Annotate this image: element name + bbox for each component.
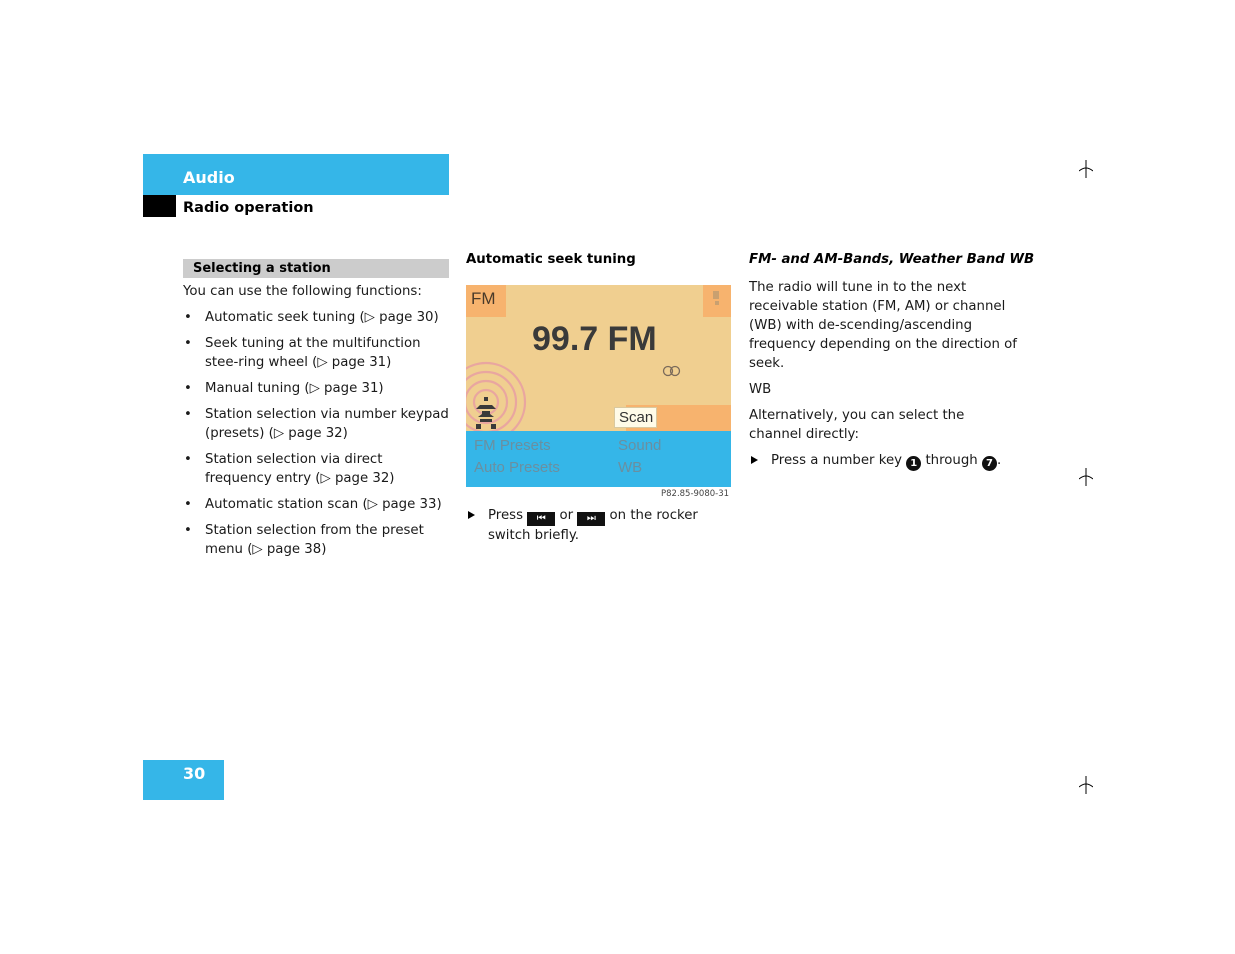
band-indicator: FM xyxy=(466,285,506,317)
section-body xyxy=(183,282,451,566)
figure-caption: P82.85-9080-31 xyxy=(661,489,730,499)
list-item: • Automatic station scan (▷ page 33) xyxy=(184,497,442,512)
seek-instruction: Press ⏮ or ⏭ on the rocker switch briefly. xyxy=(466,506,736,545)
menu-fm-presets[interactable]: FM Presets xyxy=(474,437,551,454)
chapter-subtitle: Radio operation xyxy=(183,200,314,216)
bands-instruction: Press a number key 1 through 7 . xyxy=(749,451,1019,471)
bullet-icon: • xyxy=(184,381,192,396)
seek-forward-key-icon: ⏭ xyxy=(577,512,605,526)
seek-heading: Automatic seek tuning xyxy=(466,252,636,267)
softkey-menu xyxy=(466,431,731,487)
menu-sound[interactable]: Sound xyxy=(618,437,662,454)
list-item: • Manual tuning (▷ page 31) xyxy=(184,381,384,396)
bands-paragraph: The radio will tune in to the next receivable station (FM, AM) or channel (WB) with de-scending/ascending frequency depending on the direction of seek. xyxy=(749,280,1017,371)
menu-wb[interactable]: WB xyxy=(618,459,643,476)
antenna-signal-icon xyxy=(466,347,536,437)
radio-display xyxy=(466,285,731,487)
list-item: • Station selection via direct frequency entry (▷ page 32) xyxy=(184,452,395,486)
bullet-icon: • xyxy=(184,310,192,325)
number-key-7-icon: 7 xyxy=(982,456,997,471)
chapter-title: Audio xyxy=(183,168,235,187)
page-number: 30 xyxy=(183,764,206,783)
crop-mark-icon xyxy=(1079,776,1093,794)
list-item: • Station selection from the preset menu (▷ page 38) xyxy=(184,523,424,557)
menu-auto-presets[interactable]: Auto Presets xyxy=(474,459,560,476)
header-marker xyxy=(143,195,176,217)
bands-heading: FM- and AM-Bands, Weather Band WB xyxy=(749,252,1035,267)
bullet-icon: • xyxy=(184,452,192,467)
display-corner-tab xyxy=(703,285,731,317)
bullet-icon: • xyxy=(184,523,192,538)
step-arrow-icon xyxy=(468,511,475,519)
bands-body xyxy=(749,278,1019,471)
crop-mark-icon xyxy=(1079,468,1093,486)
step-arrow-icon xyxy=(751,456,758,464)
scan-softkey[interactable]: Scan xyxy=(614,407,657,428)
list-item: • Automatic seek tuning (▷ page 30) xyxy=(184,310,439,325)
bullet-icon: • xyxy=(184,407,192,422)
list-item: • Station selection via number keypad (presets) (▷ page 32) xyxy=(184,407,449,441)
number-key-1-icon: 1 xyxy=(906,456,921,471)
seek-back-key-icon: ⏮ xyxy=(527,512,555,526)
bullet-icon: • xyxy=(184,497,192,512)
wb-label: WB xyxy=(749,382,772,397)
section-intro: You can use the following functions: xyxy=(183,284,422,299)
list-item: • Seek tuning at the multifunction stee-ring wheel (▷ page 31) xyxy=(184,336,421,370)
bands-paragraph: Alternatively, you can select the channel directly: xyxy=(749,408,965,442)
frequency-readout: 99.7 FM xyxy=(532,320,657,358)
section-title: Selecting a station xyxy=(193,261,331,276)
stereo-icon xyxy=(662,362,682,381)
bullet-icon: • xyxy=(184,336,192,351)
crop-mark-icon xyxy=(1079,160,1093,178)
function-list xyxy=(183,308,451,559)
